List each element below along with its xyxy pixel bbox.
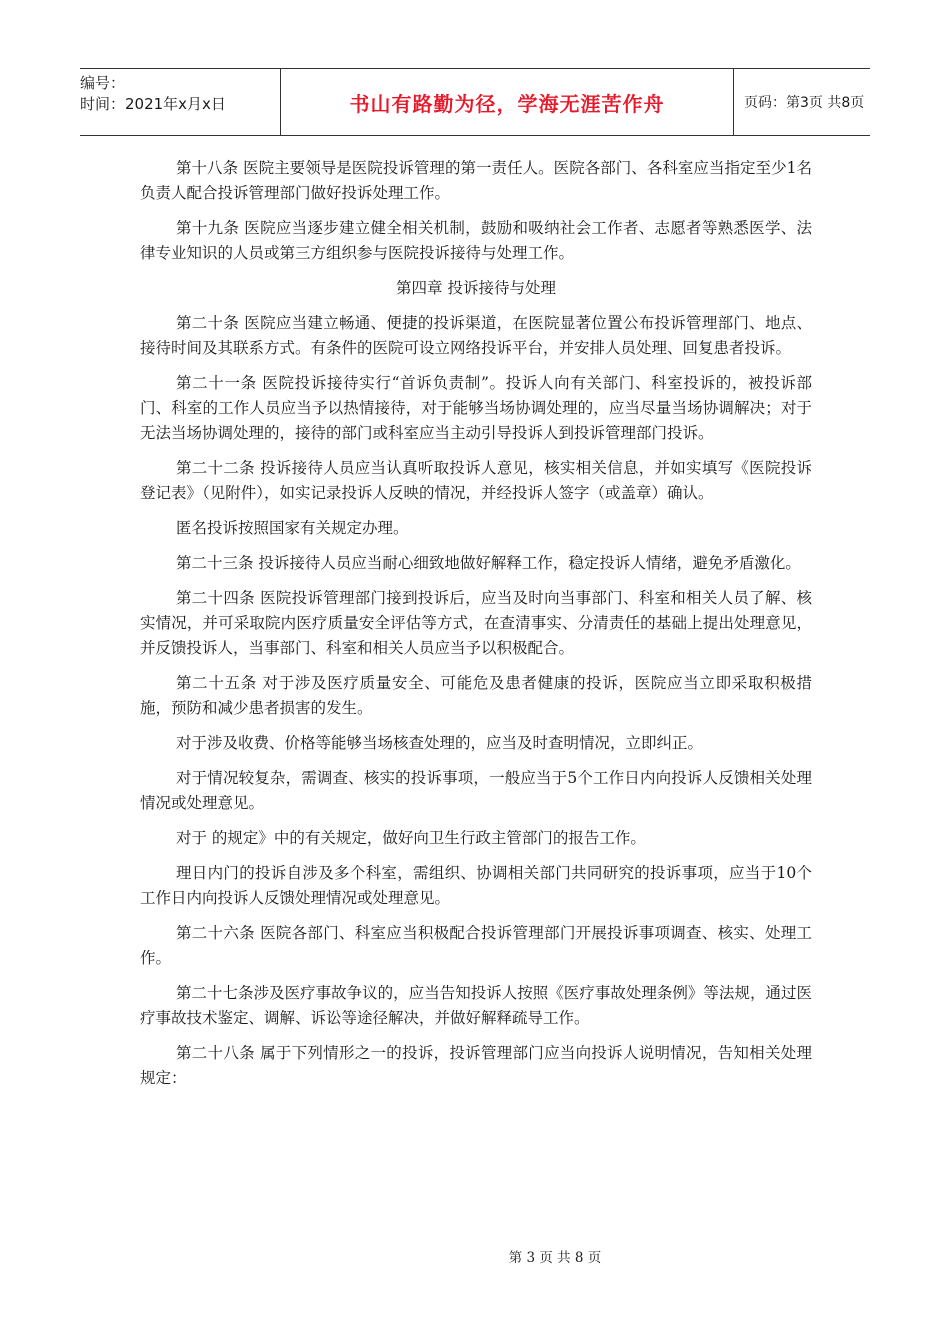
article-23: 第二十三条 投诉接待人员应当耐心细致地做好解释工作，稳定投诉人情绪，避免矛盾激化。 bbox=[176, 554, 801, 572]
anonymous-complaints: 匿名投诉按照国家有关规定办理。 bbox=[176, 519, 409, 537]
fees-clause: 对于涉及收费、价格等能够当场核查处理的，应当及时查明情况，立即纠正。 bbox=[176, 734, 704, 752]
article-24: 第二十四条 医院投诉管理部门接到投诉后，应当及时向当事部门、科室和相关人员了解、核实情况，并可采取院内医疗质量安全评估等方式，在查清事实、分清责任的基础上提出处理意见，并反馈投诉人，当事部门、科室和相关人员应当予以积极配合。 bbox=[140, 589, 812, 657]
article-20: 第二十条 医院应当建立畅通、便捷的投诉渠道，在医院显著位置公布投诉管理部门、地点、接待时间及其联系方式。有条件的医院可设立网络投诉平台，并安排人员处理、回复患者投诉。 bbox=[140, 314, 812, 357]
document-number: 编号： bbox=[80, 74, 126, 92]
reporting-clause: 对于 的规定》中的有关规定，做好向卫生行政主管部门的报告工作。 bbox=[176, 829, 646, 847]
header-page-info: 页码：第3页 共8页 bbox=[744, 95, 865, 111]
document-body bbox=[140, 156, 812, 1101]
document-date: 时间：2021年x月x日 bbox=[80, 95, 226, 113]
article-26: 第二十六条 医院各部门、科室应当积极配合投诉管理部门开展投诉事项调查、核实、处理工作。 bbox=[140, 924, 812, 967]
multi-department-clause: 理日内门的投诉自涉及多个科室，需组织、协调相关部门共同研究的投诉事项，应当于10个工作日内向投诉人反馈处理情况或处理意见。 bbox=[140, 864, 812, 907]
article-19: 第十九条 医院应当逐步建立健全相关机制，鼓励和吸纳社会工作者、志愿者等熟悉医学、法律专业知识的人员或第三方组织参与医院投诉接待与处理工作。 bbox=[140, 219, 812, 262]
article-21: 第二十一条 医院投诉接待实行“首诉负责制”。投诉人向有关部门、科室投诉的，被投诉部门、科室的工作人员应当予以热情接待，对于能够当场协调处理的，应当尽量当场协调解决；对于无法当场协调处理的，接待的部门或科室应当主动引导投诉人到投诉管理部门投诉。 bbox=[140, 374, 812, 442]
article-28: 第二十八条 属于下列情形之一的投诉，投诉管理部门应当向投诉人说明情况，告知相关处理规定： bbox=[140, 1044, 812, 1087]
header-motto: 书山有路勤为径，学海无涯苦作舟 bbox=[280, 69, 734, 135]
chapter-heading: 第四章 投诉接待与处理 bbox=[396, 279, 556, 297]
page-header bbox=[80, 68, 870, 136]
article-27: 第二十七条涉及医疗事故争议的，应当告知投诉人按照《医疗事故处理条例》等法规，通过医疗事故技术鉴定、调解、诉讼等途径解决，并做好解释疏导工作。 bbox=[140, 984, 812, 1027]
complex-cases-clause: 对于情况较复杂，需调查、核实的投诉事项，一般应当于5个工作日内向投诉人反馈相关处理情况或处理意见。 bbox=[140, 769, 812, 812]
article-22: 第二十二条 投诉接待人员应当认真听取投诉人意见，核实相关信息，并如实填写《医院投诉登记表》（见附件），如实记录投诉人反映的情况，并经投诉人签字（或盖章）确认。 bbox=[140, 459, 812, 502]
header-meta bbox=[80, 69, 280, 135]
article-18: 第十八条 医院主要领导是医院投诉管理的第一责任人。医院各部门、各科室应当指定至少1名负责人配合投诉管理部门做好投诉处理工作。 bbox=[140, 159, 812, 202]
page-footer: 第 3 页 共 8 页 bbox=[508, 1250, 602, 1266]
article-25: 第二十五条 对于涉及医疗质量安全、可能危及患者健康的投诉，医院应当立即采取积极措施，预防和减少患者损害的发生。 bbox=[140, 674, 812, 717]
